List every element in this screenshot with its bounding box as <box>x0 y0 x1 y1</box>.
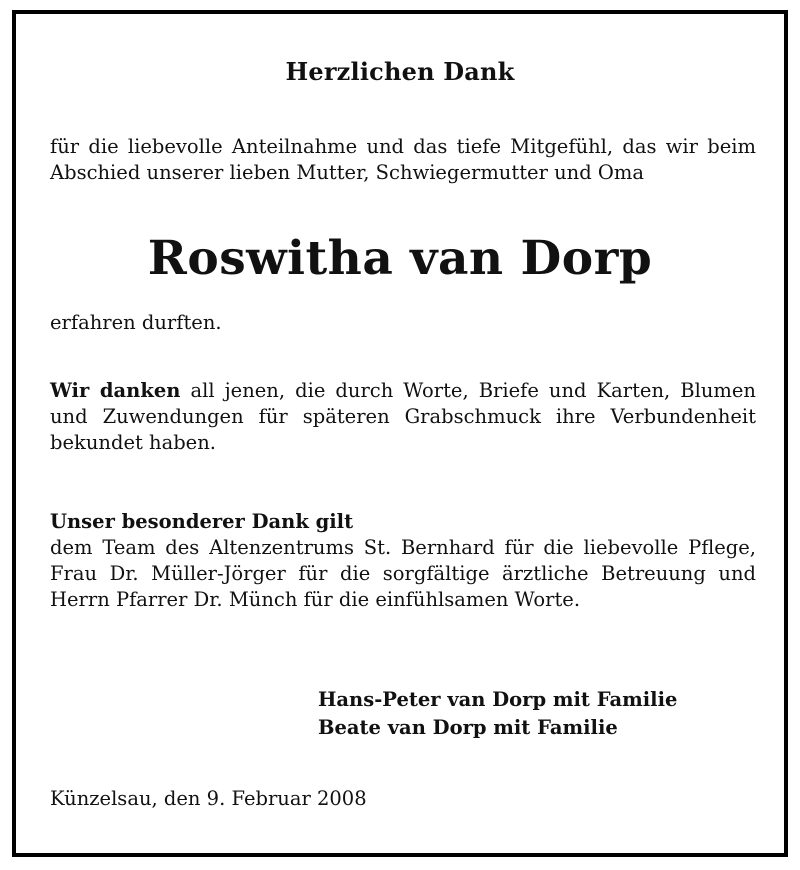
thanks-paragraph <box>50 378 756 456</box>
intro-paragraph: für die liebevolle Anteilnahme und das tiefe Mitgefühl, das wir beim Abschied unserer lieben Mutter, Schwiegermutter und Oma <box>50 135 756 184</box>
notice-headline: Herzlichen Dank <box>285 57 515 86</box>
thank-you-notice <box>12 10 788 857</box>
signature-block <box>318 686 677 742</box>
special-thanks-body: dem Team des Altenzentrums St. Bernhard für die liebevolle Pflege, Frau Dr. Müller-Jörger für die sorgfältige ärztliche Betreuung und Herrn Pfarrer Dr. Münch für die einfühlsamen Worte. <box>50 536 756 611</box>
after-name-text: erfahren durften. <box>50 311 222 334</box>
place-and-date: Künzelsau, den 9. Februar 2008 <box>50 787 367 810</box>
special-thanks-paragraph <box>50 509 756 613</box>
signature-line: Hans-Peter van Dorp mit Familie <box>318 688 678 711</box>
thanks-rest: all jenen, die durch Worte, Briefe und Karten, Blumen und Zuwendungen für späteren Grabschmuck ihre Verbundenheit bekundet haben. <box>50 379 756 454</box>
thanks-lead: Wir danken <box>50 379 181 402</box>
special-thanks-heading: Unser besonderer Dank gilt <box>50 510 354 533</box>
signature-line: Beate van Dorp mit Familie <box>318 716 618 739</box>
deceased-name: Roswitha van Dorp <box>147 231 653 286</box>
